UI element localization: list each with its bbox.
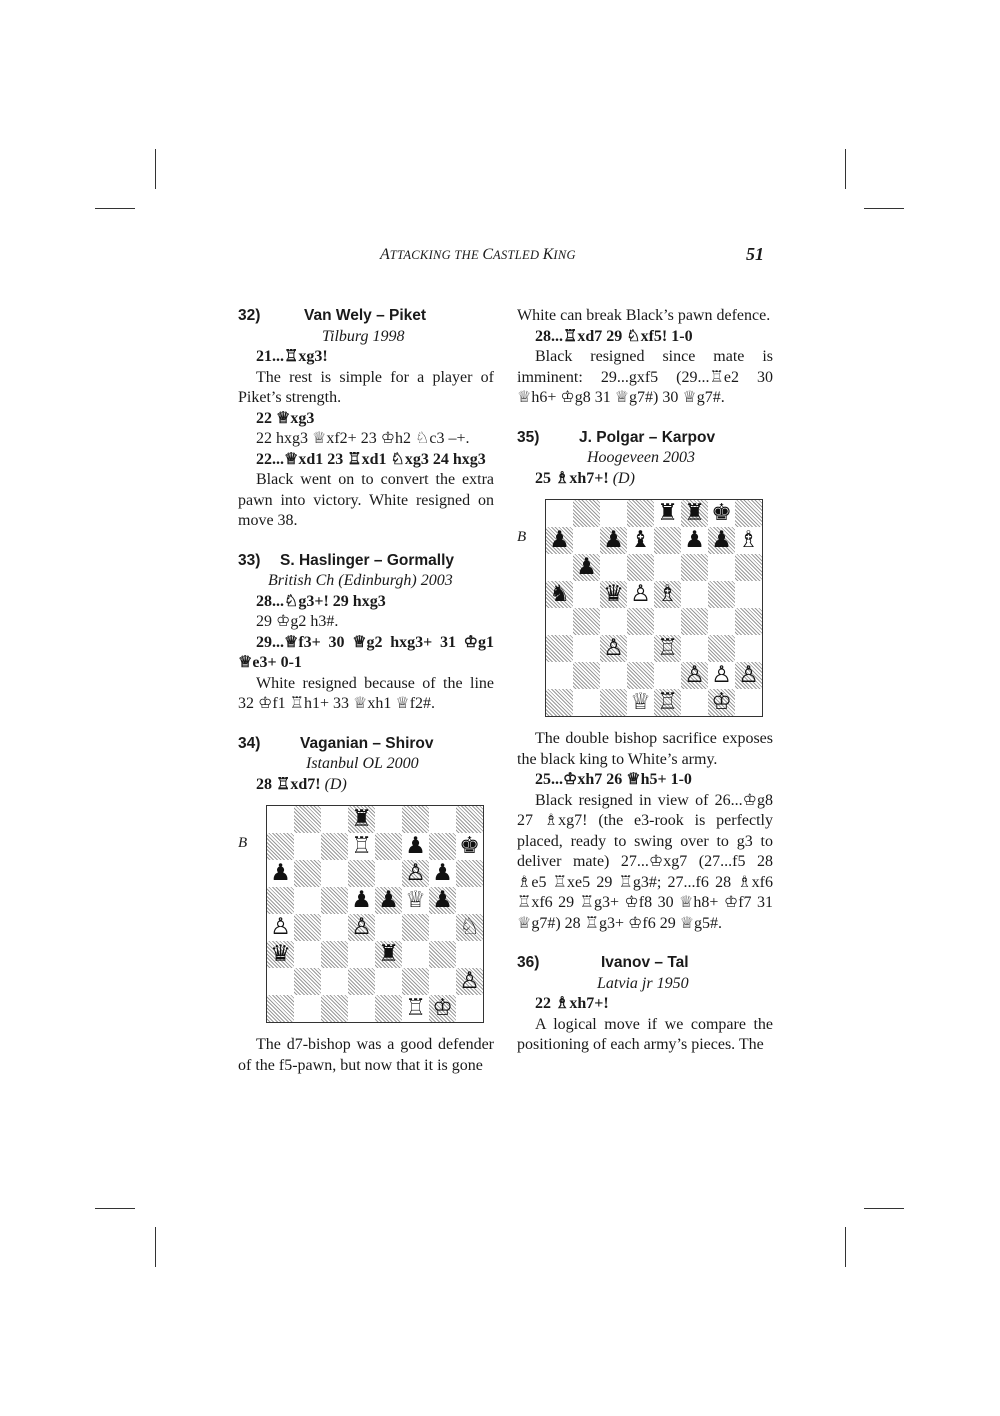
board-square — [348, 968, 375, 995]
game-heading-33: 33) S. Haslinger – Gormally — [238, 551, 455, 569]
game-heading-35: 35) J. Polgar – Karpov — [517, 428, 716, 446]
game-heading-32: 32) Van Wely – Piket — [238, 307, 427, 324]
board-square — [321, 806, 348, 833]
black-pawn-icon: ♟ — [708, 527, 735, 554]
white-knight-icon: ♘ — [456, 914, 483, 941]
move-text: 22 ♗xh7+! — [535, 995, 609, 1012]
board-square — [267, 968, 294, 995]
board-square — [402, 806, 429, 833]
board-square — [573, 635, 600, 662]
board-square — [654, 662, 681, 689]
board-square — [708, 581, 735, 608]
crop-mark — [95, 1208, 135, 1209]
commentary: White can break Black’s pawn defence. — [517, 307, 771, 324]
board-square — [600, 608, 627, 635]
board-square — [654, 527, 681, 554]
black-rook-icon: ♜ — [681, 500, 708, 527]
board-square — [600, 500, 627, 527]
board-square — [267, 806, 294, 833]
board-square — [681, 635, 708, 662]
move-text: 21...♖xg3! — [256, 348, 328, 365]
board-square — [546, 500, 573, 527]
white-pawn-icon: ♙ — [348, 914, 375, 941]
board-square — [708, 608, 735, 635]
black-king-icon: ♚ — [459, 833, 480, 859]
white-pawn-icon: ♙ — [600, 635, 627, 662]
board-square — [681, 554, 708, 581]
board-square — [375, 833, 402, 860]
white-pawn-icon: ♙ — [711, 662, 732, 688]
crop-mark — [864, 208, 904, 209]
game-heading-34: 34) Vaganian – Shirov — [238, 734, 434, 752]
board-square — [735, 500, 762, 527]
board-square — [654, 608, 681, 635]
black-pawn-icon: ♟ — [351, 887, 372, 913]
white-rook-icon: ♖ — [654, 689, 681, 716]
board-square — [402, 941, 429, 968]
black-pawn-icon: ♟ — [600, 527, 627, 554]
black-pawn-icon: ♟ — [405, 833, 426, 859]
running-header: ATTACKING THE CASTLED KING — [380, 246, 576, 263]
commentary: 22 hxg3 ♕xf2+ 23 ♔h2 ♘c3 –+. — [256, 430, 470, 447]
board-square — [321, 833, 348, 860]
white-pawn-icon: ♙ — [402, 860, 429, 887]
game-event: Latvia jr 1950 — [597, 974, 689, 992]
black-bishop-icon: ♝ — [630, 527, 651, 553]
board-square — [321, 968, 348, 995]
board-square — [456, 887, 483, 914]
commentary: The d7-bishop was a good defender of the f5-pawn, but now that it is gone — [238, 1036, 494, 1074]
left-column — [238, 306, 494, 1076]
board-square — [294, 941, 321, 968]
white-king-icon: ♔ — [429, 995, 456, 1022]
board-square — [348, 941, 375, 968]
black-king-icon: ♚ — [711, 500, 732, 526]
black-knight-icon: ♞ — [546, 581, 573, 608]
commentary: Black resigned in view of 26...♔g8 27 ♗xg7! (the e3-rook is perfectly placed, ready to swing over to g3 to deliver mate) 27...♔xg7 (27...f5 28 ♗e5 ♖xe5 29 ♖g3#; 27...f6 28 ♗xf6 ♖xf6 29 ♖g3+ ♔f8 30 ♕h8+ ♔f7 31 ♕g7#) 28 ♖g3+ ♔f6 29 ♕g5#. — [517, 791, 773, 932]
board-square — [294, 995, 321, 1022]
board-square — [573, 608, 600, 635]
white-pawn-icon: ♙ — [456, 968, 483, 995]
commentary: A logical move if we compare the positioning of each army’s pieces. The — [517, 1015, 773, 1053]
white-bishop-icon: ♗ — [654, 581, 681, 608]
board-square — [546, 662, 573, 689]
board-square — [681, 689, 708, 716]
side-to-move-label: B — [517, 529, 527, 545]
board-square — [294, 833, 321, 860]
board-square — [681, 608, 708, 635]
board-square — [321, 860, 348, 887]
white-rook-icon: ♖ — [351, 833, 372, 859]
black-rook-icon: ♜ — [657, 500, 678, 526]
board-square — [321, 941, 348, 968]
black-pawn-icon: ♟ — [429, 887, 456, 914]
board-square — [627, 635, 654, 662]
black-pawn-icon: ♟ — [375, 887, 402, 914]
commentary: Black went on to convert the extra pawn into victory. White resigned on move 38. — [238, 471, 494, 529]
commentary: The double bishop sacrifice exposes the black king to White’s army. — [517, 730, 773, 768]
white-rook-icon: ♖ — [654, 635, 681, 662]
board-square — [321, 914, 348, 941]
move-line: 25 ♗xh7+! (D) — [535, 469, 635, 487]
board-square — [456, 941, 483, 968]
game-heading-36: 36) Ivanov – Tal — [517, 954, 689, 971]
move-text: 28...♖xd7 29 ♘xf5! 1-0 — [535, 327, 693, 345]
board-square — [429, 941, 456, 968]
side-to-move-label: B — [238, 835, 248, 851]
board-square — [627, 554, 654, 581]
commentary: White resigned because of the line 32 ♔f1 ♖h1+ 33 ♕xh1 ♕f2#. — [238, 674, 494, 712]
board-square — [294, 887, 321, 914]
move-text: 22 ♕xg3 — [256, 409, 315, 427]
board-square — [708, 635, 735, 662]
board-square — [375, 968, 402, 995]
board-square — [654, 554, 681, 581]
white-pawn-icon: ♙ — [270, 914, 291, 940]
chessboard — [266, 805, 484, 1023]
black-pawn-icon: ♟ — [270, 860, 291, 886]
right-column — [517, 306, 773, 1056]
chess-diagram-vaganian-shirov — [238, 795, 494, 1035]
move-text: 25...♔xh7 26 ♕h5+ 1-0 — [535, 771, 692, 788]
board-square — [429, 968, 456, 995]
black-pawn-icon: ♟ — [684, 527, 705, 553]
board-square — [546, 554, 573, 581]
crop-mark — [864, 1208, 904, 1209]
chess-diagram-polgar-karpov — [517, 489, 773, 729]
board-square — [456, 806, 483, 833]
board-square — [546, 689, 573, 716]
move-line: 28 ♖xd7! (D) — [256, 775, 347, 793]
commentary: Black resigned since mate is imminent: 29...gxf5 (29...♖e2 30 ♕h6+ ♔g8 31 ♕g7#) 30 ♕g7#. — [517, 348, 773, 406]
board-square — [294, 806, 321, 833]
crop-mark — [155, 1227, 156, 1267]
crop-mark — [845, 149, 846, 189]
board-square — [573, 689, 600, 716]
board-square — [321, 995, 348, 1022]
board-square — [735, 608, 762, 635]
board-square — [402, 914, 429, 941]
black-queen-icon: ♛ — [600, 581, 627, 608]
board-square — [267, 833, 294, 860]
crop-mark — [845, 1227, 846, 1267]
crop-mark — [155, 149, 156, 189]
board-square — [735, 581, 762, 608]
page-number: 51 — [746, 244, 764, 264]
board-square — [708, 554, 735, 581]
move-text: 29...♕f3+ 30 ♕g2 hxg3+ 31 ♔g1 ♕e3+ 0-1 — [238, 633, 494, 671]
board-square — [627, 662, 654, 689]
board-square — [294, 968, 321, 995]
game-event: Hoogeveen 2003 — [587, 449, 695, 466]
board-square — [573, 500, 600, 527]
board-square — [375, 806, 402, 833]
board-square — [573, 662, 600, 689]
board-square — [627, 608, 654, 635]
board-square — [735, 554, 762, 581]
board-square — [600, 662, 627, 689]
white-queen-icon: ♕ — [405, 887, 426, 913]
board-square — [402, 968, 429, 995]
board-square — [375, 860, 402, 887]
game-event: British Ch (Edinburgh) 2003 — [268, 572, 453, 589]
board-square — [546, 635, 573, 662]
board-square — [348, 860, 375, 887]
board-square — [456, 995, 483, 1022]
black-rook-icon: ♜ — [348, 806, 375, 833]
board-square — [546, 608, 573, 635]
board-square — [294, 860, 321, 887]
board-square — [267, 887, 294, 914]
white-pawn-icon: ♙ — [630, 581, 651, 607]
board-square — [294, 914, 321, 941]
black-pawn-icon: ♟ — [432, 860, 453, 886]
board-square — [429, 806, 456, 833]
board-square — [735, 689, 762, 716]
white-bishop-icon: ♗ — [738, 527, 759, 553]
white-king-icon: ♔ — [708, 689, 735, 716]
chessboard — [545, 499, 763, 717]
game-event: Tilburg 1998 — [322, 327, 405, 345]
board-square — [681, 581, 708, 608]
board-square — [600, 554, 627, 581]
black-rook-icon: ♜ — [375, 941, 402, 968]
commentary: The rest is simple for a player of Piket’s strength. — [238, 368, 494, 406]
board-square — [429, 914, 456, 941]
move-text: 22...♕xd1 23 ♖xd1 ♘xg3 24 hxg3 — [256, 450, 486, 468]
board-square — [573, 581, 600, 608]
white-queen-icon: ♕ — [630, 689, 651, 715]
board-square — [456, 860, 483, 887]
board-square — [348, 995, 375, 1022]
board-square — [600, 689, 627, 716]
black-pawn-icon: ♟ — [573, 554, 600, 581]
board-square — [429, 833, 456, 860]
board-square — [375, 995, 402, 1022]
crop-mark — [95, 208, 135, 209]
board-square — [573, 527, 600, 554]
board-square — [267, 995, 294, 1022]
white-pawn-icon: ♙ — [735, 662, 762, 689]
move-text: 28...♘g3+! 29 hxg3 — [256, 592, 386, 610]
board-square — [321, 887, 348, 914]
board-square — [735, 635, 762, 662]
black-queen-icon: ♛ — [267, 941, 294, 968]
board-square — [627, 500, 654, 527]
board-square — [375, 914, 402, 941]
commentary: 29 ♔g2 h3#. — [256, 613, 339, 630]
white-rook-icon: ♖ — [405, 995, 426, 1021]
black-pawn-icon: ♟ — [546, 527, 573, 554]
game-event: Istanbul OL 2000 — [306, 755, 419, 772]
white-pawn-icon: ♙ — [681, 662, 708, 689]
